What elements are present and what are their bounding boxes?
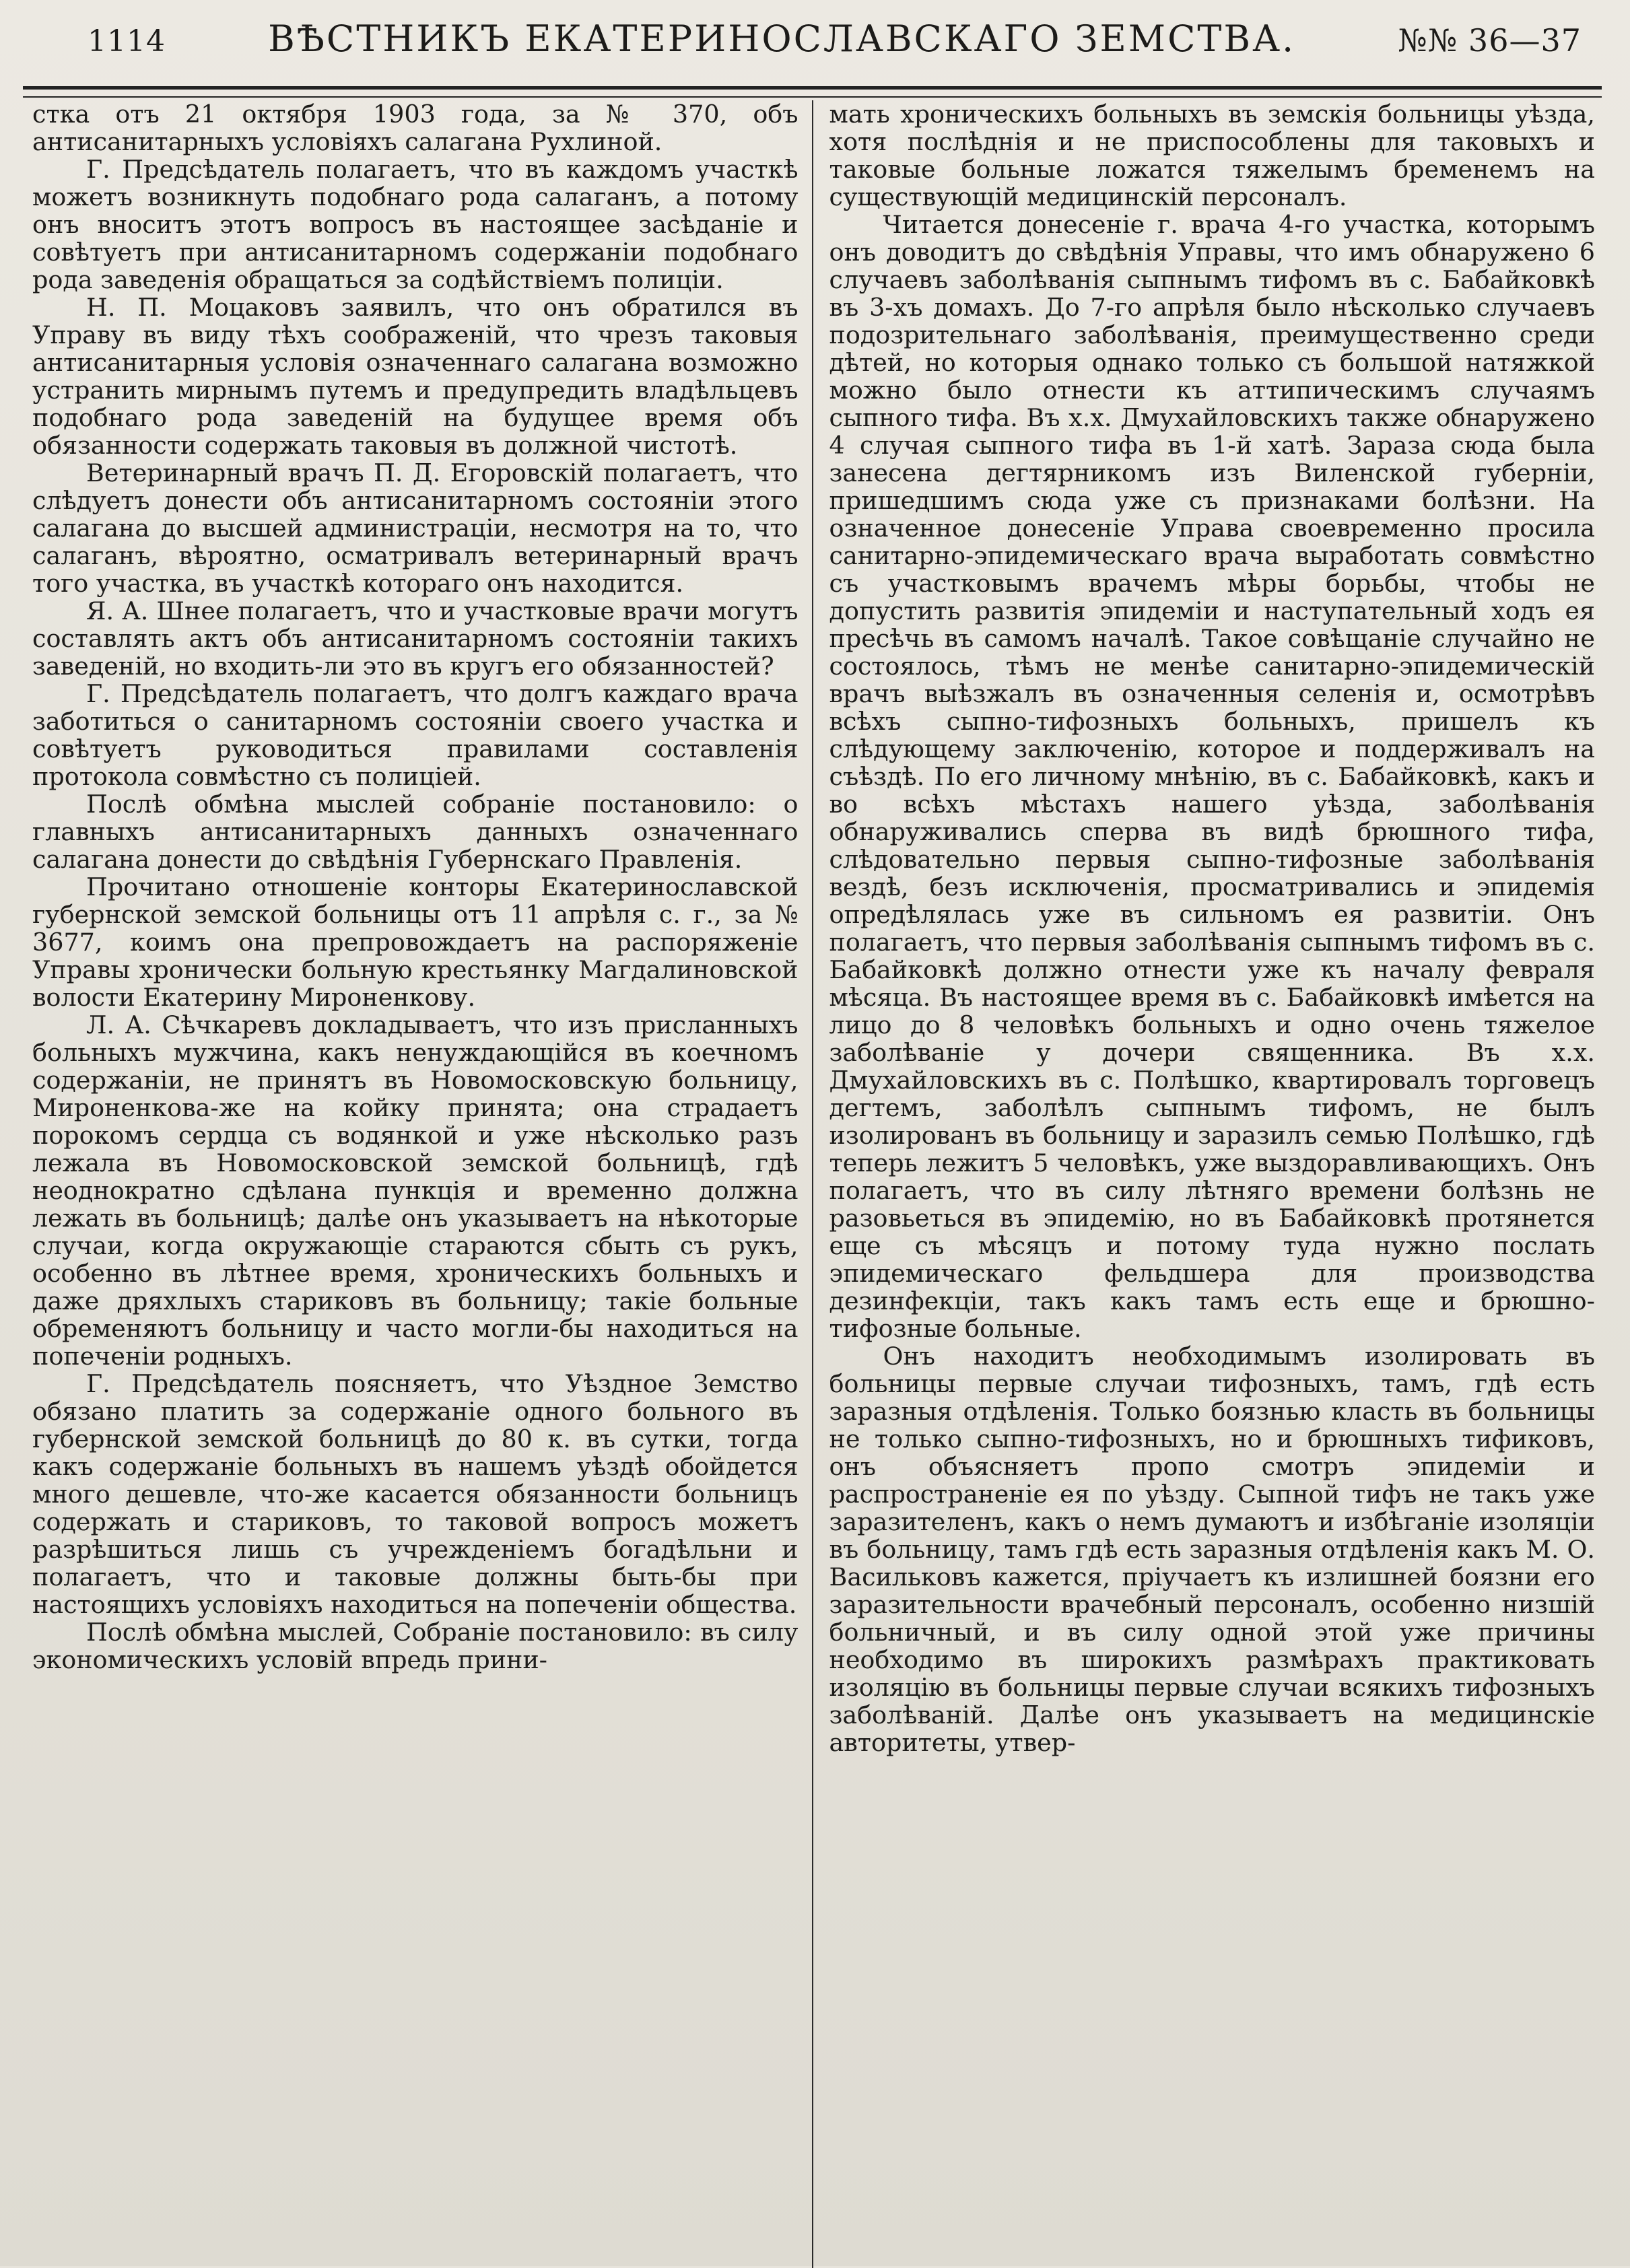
paragraph: Н. П. Моцаковъ заявилъ, что онъ обратился въ Управу въ виду тѣхъ соображенiй, что чрезъ таковыя антисанитарныя условiя означеннаго салагана возможно устранить мирнымъ путемъ и предупредить владѣльцевъ подобнаго рода заведенiй на будущее время объ обязанности содержать таковыя въ должной чистотѣ. xyxy=(32,293,799,460)
left-column xyxy=(23,100,805,2268)
right-column xyxy=(820,100,1602,2268)
paragraph: Прочитано отношенiе конторы Екатеринославской губернской земской больницы отъ 11 апрѣля с. г., за № 3677, коимъ она препровождаетъ на распоряженiе Управы хронически больную крестьянку Магдалиновской волости Екатерину Мироненкову. xyxy=(32,872,799,1012)
header-rule xyxy=(23,86,1602,98)
text-columns xyxy=(23,100,1602,2268)
column-divider xyxy=(812,100,813,2268)
paragraph: Л. А. Сѣчкаревъ докладываетъ, что изъ присланныхъ больныхъ мужчина, какъ ненуждающiйся въ коечномъ содержанiи, не принятъ въ Новомосковскую больницу, Мироненкова-же на койку принята; она страдаетъ порокомъ сердца съ водянкой и уже нѣсколько разъ лежала въ Новомосковской земской больницѣ, гдѣ неоднократно сдѣлана пункцiя и временно должна лежать въ больницѣ; далѣе онъ указываетъ на нѣкоторые случаи, когда окружающiе стараются сбыть съ рукъ, особенно въ лѣтнее время, хроническихъ больныхъ и даже дряхлыхъ стариковъ въ больницу; такiе больные обременяютъ больницу и часто могли-бы находиться на попеченiи родныхъ. xyxy=(32,1010,799,1371)
paragraph: Послѣ обмѣна мыслей собранiе постановило: о главныхъ антисанитарныхъ данныхъ означеннаго салагана донести до свѣдѣнiя Губернскаго Правленiя. xyxy=(32,790,799,874)
paragraph: Я. А. Шнее полагаетъ, что и участковые врачи могутъ составлять актъ объ антисанитарномъ состоянiи такихъ заведенiй, но входить-ли это въ кругъ его обязанностей? xyxy=(32,596,799,681)
journal-title: ВѢСТНИКЪ ЕКАТЕРИНОСЛАВСКАГО ЗЕМСТВА. xyxy=(268,18,1296,60)
page-number: 1114 xyxy=(88,24,166,59)
paragraph: Послѣ обмѣна мыслей, Собранiе постановило: въ силу экономическихъ условiй впредь прини- xyxy=(32,1618,799,1674)
paragraph: Читается донесенiе г. врача 4-го участка, которымъ онъ доводитъ до свѣдѣнiя Управы, что имъ обнаружено 6 случаевъ заболѣванiя сыпнымъ тифомъ въ с. Бабайковкѣ въ 3-хъ домахъ. До 7-го апрѣля было нѣсколько случаевъ подозрительнаго заболѣванiя, преимущественно среди дѣтей, но которыя однако только съ большой натяжкой можно было отнести къ аттипическимъ случаямъ сыпного тифа. Въ х.х. Дмухайловскихъ также обнаружено 4 случая сыпного тифа въ 1-й хатѣ. Зараза сюда была занесена дегтярникомъ изъ Виленской губернiи, пришедшимъ сюда уже съ признаками болѣзни. На означенное донесенiе Управа своевременно просила санитарно-эпидемическаго врача выработать совмѣстно съ участковымъ врачемъ мѣры борьбы, чтобы не допустить развитiя эпидемiи и наступательный ходъ ея пресѣчь въ самомъ началѣ. Такое совѣщанiе случайно не состоялось, тѣмъ не менѣе санитарно-эпидемическiй врачъ выѣзжалъ въ означенныя селенiя и, осмотрѣвъ всѣхъ сыпно-тифозныхъ больныхъ, пришелъ къ слѣдующему заключенiю, которое и поддерживалъ на съѣздѣ. По его личному мнѣнiю, въ с. Бабайковкѣ, какъ и во всѣхъ мѣстахъ нашего уѣзда, заболѣванiя обнаруживались сперва въ видѣ брюшного тифа, слѣдовательно первыя сыпно-тифозные заболѣванiя вездѣ, безъ исключенiя, просматривались и эпидемiя опредѣлялась уже въ сильномъ ея развитiи. Онъ полагаетъ, что первыя заболѣванiя сыпнымъ тифомъ въ с. Бабайковкѣ должно отнести уже къ началу февраля мѣсяца. Въ настоящее время въ с. Бабайковкѣ имѣется на лицо до 8 человѣкъ больныхъ и одно очень тяжелое заболѣванiе у дочери священника. Въ х.х. Дмухайловскихъ въ с. Полѣшко, квартировалъ торговецъ дегтемъ, заболѣлъ сыпнымъ тифомъ, не былъ изолированъ въ больницу и заразилъ семью Полѣшко, гдѣ теперь лежитъ 5 человѣкъ, уже выздоравливающихъ. Онъ полагаетъ, что въ силу лѣтняго времени болѣзнь не разовьеться въ эпидемiю, но въ Бабайковкѣ протянется еще съ мѣсяцъ и потому туда нужно послать эпидемическаго фельдшера для производства дезинфекцiи, такъ какъ тамъ есть еще и брюшно-тифозные больные. xyxy=(829,210,1595,1343)
paragraph: стка отъ 21 октября 1903 года, за № 370, объ антисанитарныхъ условiяхъ салагана Рухлиной. xyxy=(32,100,799,156)
page-header xyxy=(23,18,1602,74)
paragraph: мать хроническихъ больныхъ въ земскiя больницы уѣзда, хотя послѣднiя и не приспособлены для таковыхъ и таковые больные ложатся тяжелымъ бременемъ на существующiй медицинскiй персоналъ. xyxy=(829,100,1595,211)
issue-number: №№ 36—37 xyxy=(1398,22,1582,59)
paragraph: Онъ находитъ необходимымъ изолировать въ больницы первые случаи тифозныхъ, тамъ, гдѣ есть заразныя отдѣленiя. Только боязнью класть въ больницы не только сыпно-тифозныхъ, но и брюшныхъ тификовъ, онъ объясняетъ пропо смотръ эпидемiи и распространенiе ея по уѣзду. Сыпной тифъ не такъ уже заразителенъ, какъ о немъ думаютъ и избѣганiе изоляцiи въ больницу, тамъ гдѣ есть заразныя отдѣленiя какъ М. О. Васильковъ кажется, прiучаетъ къ излишней боязни его заразительности врачебный персоналъ, особенно низшiй больничный, и въ силу одной этой уже причины необходимо въ широкихъ размѣрахъ практиковать изоляцiю въ больницы первые случаи всякихъ тифозныхъ заболѣванiй. Далѣе онъ указываетъ на медицинскiе авторитеты, утвер- xyxy=(829,1342,1595,1757)
paragraph: Г. Предсѣдатель полагаетъ, что въ каждомъ участкѣ можетъ возникнуть подобнаго рода салаганъ, а потому онъ вноситъ этотъ вопросъ въ настоящее засѣданiе и совѣтуетъ при антисанитарномъ содержанiи подобнаго рода заведенiя обращаться за содѣйствiемъ полицiи. xyxy=(32,155,799,294)
paragraph: Ветеринарный врачъ П. Д. Егоровскiй полагаетъ, что слѣдуетъ донести объ антисанитарномъ состоянiи этого салагана до высшей администрацiи, несмотря на то, что салаганъ, вѣроятно, осматривалъ ветеринарный врачъ того участка, въ участкѣ котораго онъ находится. xyxy=(32,458,799,598)
paragraph: Г. Предсѣдатель полагаетъ, что долгъ каждаго врача заботиться о санитарномъ состоянiи своего участка и совѣтуетъ руководиться правилами составленiя протокола совмѣстно съ полицiей. xyxy=(32,679,799,791)
paragraph: Г. Предсѣдатель поясняетъ, что Уѣздное Земство обязано платить за содержанiе одного больного въ губернской земской больницѣ до 80 к. въ сутки, тогда какъ содержанiе больныхъ въ нашемъ уѣздѣ обойдется много дешевле, что-же касается обязанности больницъ содержать и стариковъ, то таковой вопросъ можетъ разрѣшиться лишь съ учрежденiемъ богадѣльни и полагаетъ, что и таковые должны быть-бы при настоящихъ условiяхъ находиться на попеченiи общества. xyxy=(32,1369,799,1619)
